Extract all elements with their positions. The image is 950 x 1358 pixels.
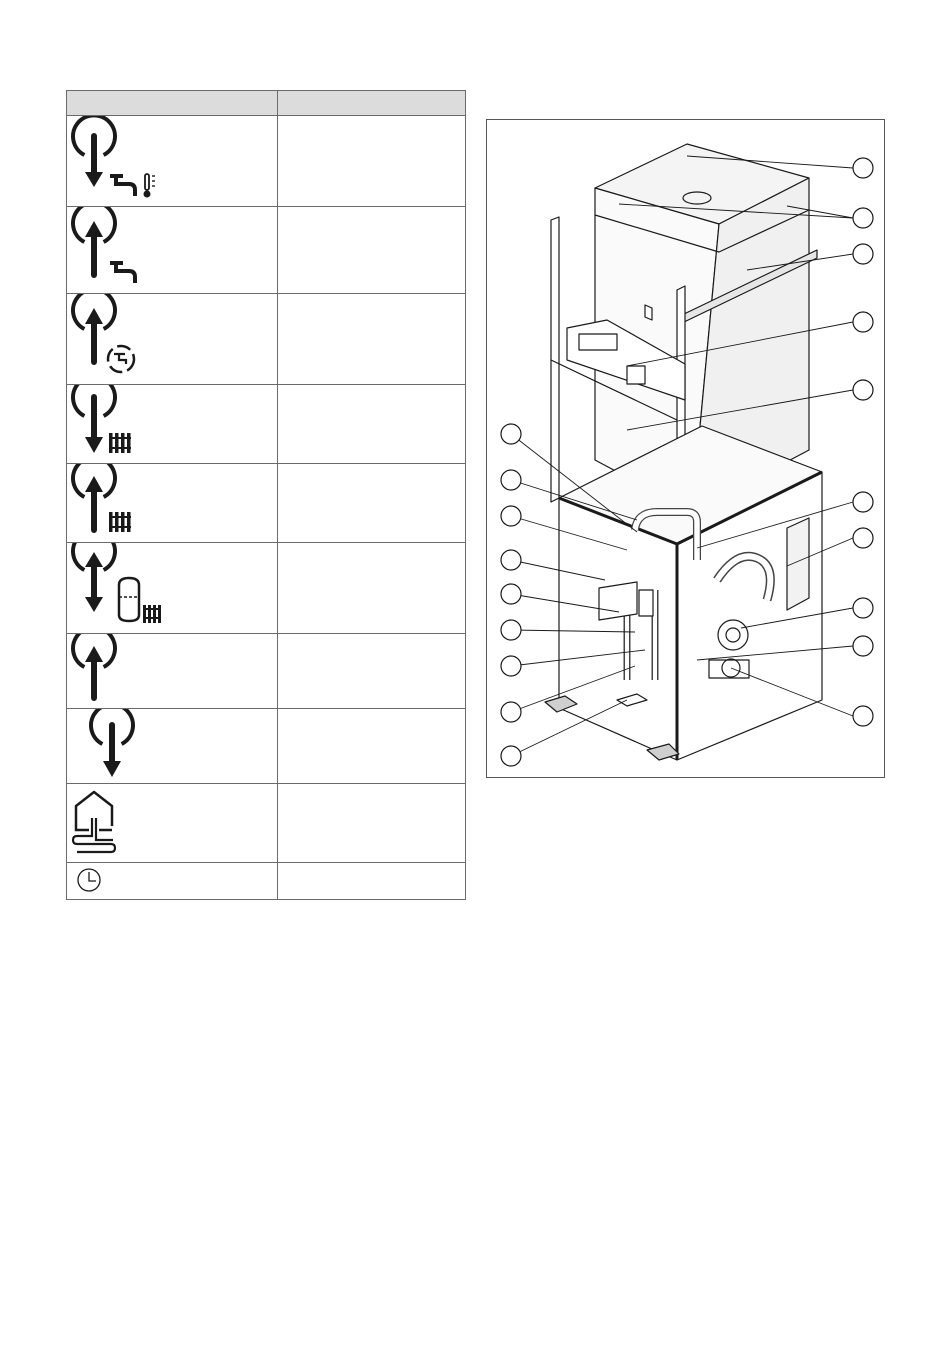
heating-return-icon — [67, 464, 187, 542]
table-row — [67, 116, 466, 207]
callout-left-5 — [501, 584, 521, 604]
callout-left-7 — [501, 656, 521, 676]
callout-right-7 — [853, 528, 873, 548]
cold-water-inlet-icon — [67, 207, 187, 293]
table-row — [67, 385, 466, 464]
header-cell-symbol — [67, 91, 278, 116]
heat-pump-unit-drawing — [487, 120, 884, 777]
table-row — [67, 294, 466, 385]
row-description — [278, 385, 466, 464]
row-description — [278, 709, 466, 784]
callout-left-1 — [501, 424, 521, 444]
foot-left — [545, 696, 577, 712]
unit-cutaway-figure — [486, 119, 885, 778]
header-cell-meaning — [278, 91, 466, 116]
type-plate — [617, 694, 647, 706]
row-description — [278, 294, 466, 385]
callout-right-4 — [853, 312, 873, 332]
callout-right-8 — [853, 598, 873, 618]
callout-right-3 — [853, 244, 873, 264]
callout-right-1 — [853, 158, 873, 178]
callout-left-4 — [501, 550, 521, 570]
table-header-row — [67, 91, 466, 116]
callout-left-6 — [501, 620, 521, 640]
callouts-left — [501, 424, 521, 766]
table-row — [67, 464, 466, 543]
callout-right-2 — [853, 208, 873, 228]
row-description — [278, 863, 466, 900]
electric-heater-box — [599, 582, 637, 620]
row-description — [278, 207, 466, 294]
clock-icon — [67, 863, 127, 899]
expansion-vessel-icon — [67, 543, 187, 633]
callout-right-10 — [853, 706, 873, 726]
table-row — [67, 709, 466, 784]
circulation-pump — [718, 620, 748, 650]
circulation-connection-icon — [67, 294, 187, 384]
callout-right-5 — [853, 380, 873, 400]
table-row — [67, 863, 466, 900]
row-description — [278, 116, 466, 207]
foot-right — [647, 744, 679, 760]
callout-right-6 — [853, 492, 873, 512]
inlet-arrow-icon — [67, 634, 187, 708]
table-row — [67, 784, 466, 863]
callout-left-2 — [501, 470, 521, 490]
plate-heat-exchanger — [787, 518, 809, 610]
callout-left-8 — [501, 702, 521, 722]
row-description — [278, 784, 466, 863]
table-row — [67, 634, 466, 709]
heating-flow-icon — [67, 385, 187, 463]
row-description — [278, 634, 466, 709]
ground-loop-house-icon — [67, 784, 187, 862]
callouts-right — [853, 158, 873, 726]
hot-water-outlet-icon — [67, 116, 187, 206]
row-description — [278, 464, 466, 543]
table-row — [67, 207, 466, 294]
callout-left-3 — [501, 506, 521, 526]
row-description — [278, 543, 466, 634]
callout-left-9 — [501, 746, 521, 766]
callout-right-9 — [853, 636, 873, 656]
table-row — [67, 543, 466, 634]
symbol-table — [66, 90, 466, 900]
outlet-arrow-icon — [67, 709, 187, 783]
